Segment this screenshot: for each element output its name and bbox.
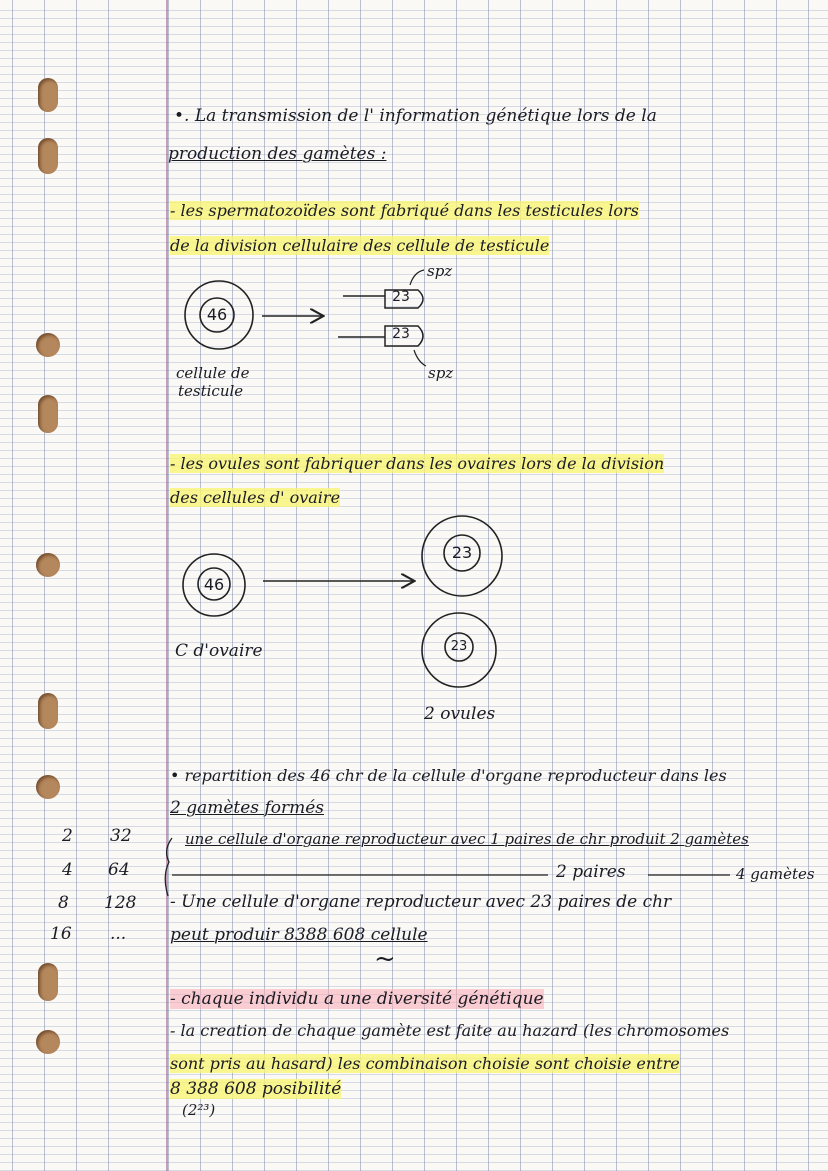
spz-pointer-bottom bbox=[414, 350, 426, 366]
margin-right-value: 32 bbox=[110, 826, 132, 846]
brace-mark bbox=[165, 838, 172, 896]
spz-label-top: spz bbox=[427, 262, 453, 280]
title-line-1: •. La transmission de l' information génétique lors de la bbox=[174, 106, 657, 126]
ovary-label: C d'ovaire bbox=[175, 641, 263, 661]
sperm-text-line-1: - les spermatozoïdes sont fabriqué dans les testicules lors bbox=[170, 201, 639, 220]
diversity-line-1: - chaque individu a une diversité génétique bbox=[170, 989, 544, 1009]
ovule-a-count: 23 bbox=[451, 543, 473, 562]
spz-pointer-top bbox=[410, 270, 424, 285]
margin-right-value: 64 bbox=[108, 860, 130, 880]
diversity-line-2: - la creation de chaque gamète est faite au hazard (les chromosomes bbox=[170, 1021, 730, 1040]
ovary-cell-count: 46 bbox=[203, 575, 225, 594]
testicle-cell-count: 46 bbox=[206, 305, 228, 324]
diversity-line-3: sont pris au hasard) les combinaison choisie sont choisie entre bbox=[170, 1054, 680, 1073]
diversity-line-4: 8 388 608 posibilité bbox=[170, 1079, 342, 1099]
sperm-text-line-2: de la division cellulaire des cellule de testicule bbox=[170, 236, 550, 255]
sperm-b-count: 23 bbox=[392, 326, 410, 342]
ovule-b-count: 23 bbox=[450, 639, 468, 654]
ovary-cell-diagram bbox=[183, 516, 502, 687]
repartition-line-2: 2 gamètes formés bbox=[170, 798, 324, 818]
margin-left-value: 8 bbox=[58, 893, 69, 913]
diversity-line-5: (2²³) bbox=[182, 1101, 216, 1119]
ovules-result-label: 2 ovules bbox=[424, 704, 496, 724]
repartition-line-3: une cellule d'organe reproducteur avec 1 paires de chr produit 2 gamètes bbox=[185, 830, 749, 848]
sperm-a-count: 23 bbox=[392, 289, 410, 305]
spz-label-bottom: spz bbox=[428, 364, 454, 382]
margin-left-value: 4 bbox=[62, 860, 73, 880]
margin-right-value: 128 bbox=[104, 893, 137, 913]
ovule-text-line-1: - les ovules sont fabriquer dans les ovaires lors de la division bbox=[170, 454, 665, 473]
repartition-four-gametes: 4 gamètes bbox=[736, 865, 815, 883]
repartition-line-5: - Une cellule d'organe reproducteur avec 23 paires de chr bbox=[170, 892, 672, 912]
repartition-two-pairs: 2 paires bbox=[556, 862, 626, 882]
ovule-text-line-2: des cellules d' ovaire bbox=[170, 488, 341, 507]
title-line-2: production des gamètes : bbox=[168, 144, 387, 164]
repartition-line-6: peut produir 8388 608 cellule bbox=[170, 925, 428, 945]
margin-right-value: ... bbox=[110, 924, 127, 944]
margin-left-value: 2 bbox=[62, 826, 73, 846]
testicle-label-1: cellule de bbox=[176, 364, 250, 382]
repartition-line-1: • repartition des 46 chr de la cellule d'organe reproducteur dans les bbox=[170, 766, 727, 785]
margin-left-value: 16 bbox=[50, 924, 72, 944]
testicle-label-2: testicule bbox=[178, 382, 244, 400]
approx-symbol: ~ bbox=[374, 944, 396, 974]
